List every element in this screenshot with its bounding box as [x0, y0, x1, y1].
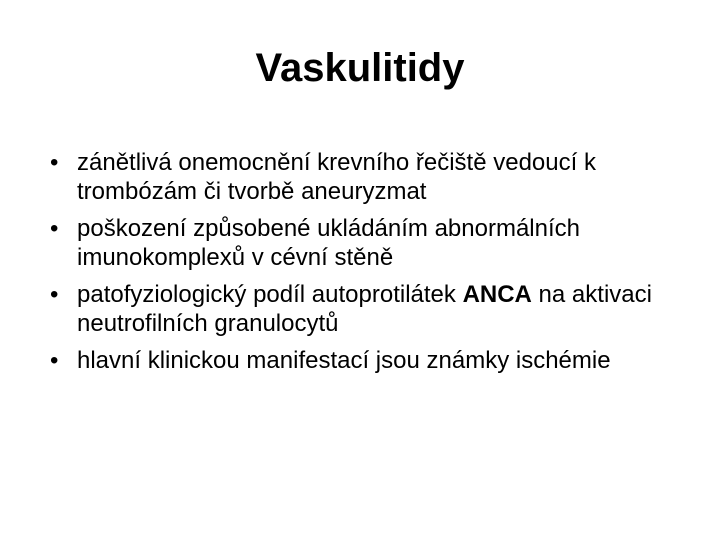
slide-title: Vaskulitidy	[255, 46, 465, 90]
bullet-text-bold: ANCA	[462, 281, 532, 308]
bullet-item	[50, 280, 690, 338]
bullet-text-before: patofyziologický podíl autoprotilátek	[77, 281, 463, 308]
bullet-dot-icon: •	[50, 149, 59, 176]
bullet-text: hlavní klinickou manifestací jsou známky ischémie	[77, 347, 611, 374]
bullet-list	[50, 148, 690, 383]
bullet-text: zánětlivá onemocnění krevního řečiště vedoucí k trombózám či tvorbě aneuryzmat	[77, 149, 596, 205]
bullet-dot-icon: •	[50, 215, 59, 242]
bullet-text: poškození způsobené ukládáním abnormálních imunokomplexů v cévní stěně	[77, 215, 580, 271]
bullet-item	[50, 346, 690, 375]
bullet-text-after: na aktivaci neutrofilních granulocytů	[77, 281, 652, 337]
bullet-item	[50, 214, 690, 272]
bullet-item	[50, 148, 690, 206]
bullet-dot-icon: •	[50, 347, 59, 374]
bullet-dot-icon: •	[50, 281, 59, 308]
